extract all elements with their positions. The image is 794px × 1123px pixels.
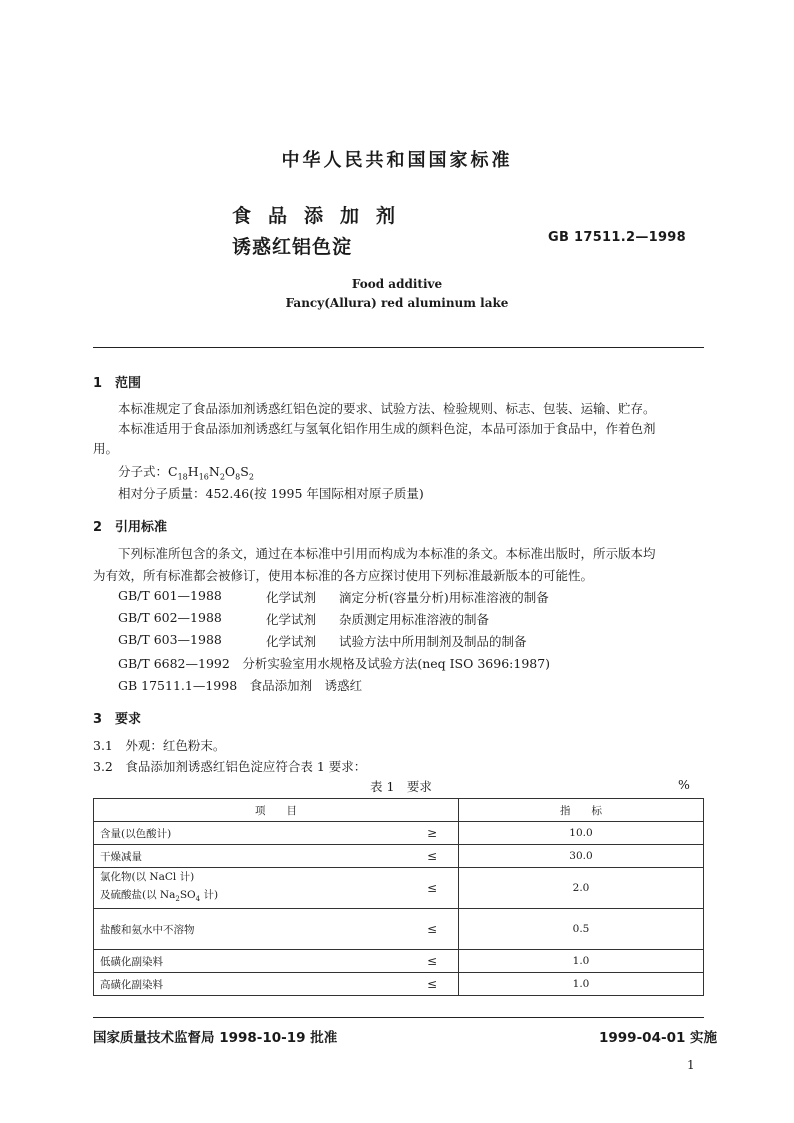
molecular-mass: 相对分子质量：452.46(按 1995 年国际相对原子质量) [118, 486, 424, 501]
reference-item: GB/T 602—1988 化学试剂 杂质测定用标准溶液的制备 [118, 610, 490, 627]
section-2-paragraph-1-cont: 为有效，所有标准都会被修订，使用本标准的各方应探讨使用下列标准最新版本的可能性。 [93, 568, 594, 583]
table-row: 干燥减量 ≤ 30.0 [94, 845, 704, 868]
section-2-paragraph-1: 下列标准所包含的条文，通过在本标准中引用而构成为本标准的条文。本标准出版时，所示版本均 [118, 546, 656, 561]
section-1-paragraph-2: 本标准适用于食品添加剂诱惑红与氢氧化铝作用生成的颜料色淀，本品可添加于食品中，作着色剂 [118, 421, 656, 436]
section-2-heading: 2 引用标准 [93, 520, 168, 535]
approval-date: 国家质量技术监督局 1998-10-19 批准 [93, 1030, 338, 1046]
header-divider [93, 347, 704, 348]
title-cn-line1: 食品添加剂 [232, 205, 413, 227]
footer-divider [93, 1017, 704, 1018]
header-value: 指 标 [459, 799, 704, 822]
title-cn-line2: 诱惑红铝色淀 [232, 236, 353, 258]
table-header-row [94, 799, 704, 822]
page-number: 1 [687, 1058, 695, 1072]
reference-item: GB 17511.1—1998 食品添加剂 诱惑红 [118, 678, 363, 693]
header-item: 项 目 [94, 799, 459, 822]
reference-item: GB/T 6682—1992 分析实验室用水规格及试验方法(neq ISO 3696:1987) [118, 656, 551, 671]
formula-label: 分子式： [118, 464, 169, 479]
section-1-heading: 1 范围 [93, 376, 142, 391]
requirement-3-1: 3.1 外观：红色粉末。 [93, 738, 226, 753]
implementation-date: 1999-04-01 实施 [599, 1030, 718, 1046]
requirement-3-2: 3.2 食品添加剂诱惑红铝色淀应符合表 1 要求： [93, 759, 367, 774]
table-row: 高磺化副染料 ≤ 1.0 [94, 973, 704, 996]
standard-number: GB 17511.2—1998 [548, 230, 686, 245]
table-unit: % [678, 777, 690, 792]
table-caption: 表 1 要求 [370, 779, 432, 794]
title-en-line2: Fancy(Allura) red aluminum lake [285, 296, 509, 310]
section-1-paragraph-2-cont: 用。 [93, 441, 119, 456]
formula-value: $C_{18}H_{16}N_2O_8S_2$ [168, 464, 254, 482]
table-row: 氯化物(以 NaCl 计) 及硫酸盐(以 $Na_2SO_4$ 计) ≤ 2.0 [94, 868, 704, 909]
molecular-formula [118, 462, 254, 482]
reference-item: GB/T 601—1988 化学试剂 滴定分析(容量分析)用标准溶液的制备 [118, 588, 549, 605]
reference-item: GB/T 603—1988 化学试剂 试验方法中所用制剂及制品的制备 [118, 632, 527, 649]
national-standard-title: 中华人民共和国国家标准 [281, 150, 513, 171]
table-row: 含量(以色酸计) ≥ 10.0 [94, 822, 704, 845]
section-3-heading: 3 要求 [93, 712, 142, 727]
requirements-table [93, 798, 704, 996]
title-en-line1: Food additive [351, 277, 443, 291]
table-row: 低磺化副染料 ≤ 1.0 [94, 950, 704, 973]
table-row: 盐酸和氨水中不溶物 ≤ 0.5 [94, 909, 704, 950]
section-1-paragraph-1: 本标准规定了食品添加剂诱惑红铝色淀的要求、试验方法、检验规则、标志、包装、运输、贮存。 [118, 401, 656, 416]
